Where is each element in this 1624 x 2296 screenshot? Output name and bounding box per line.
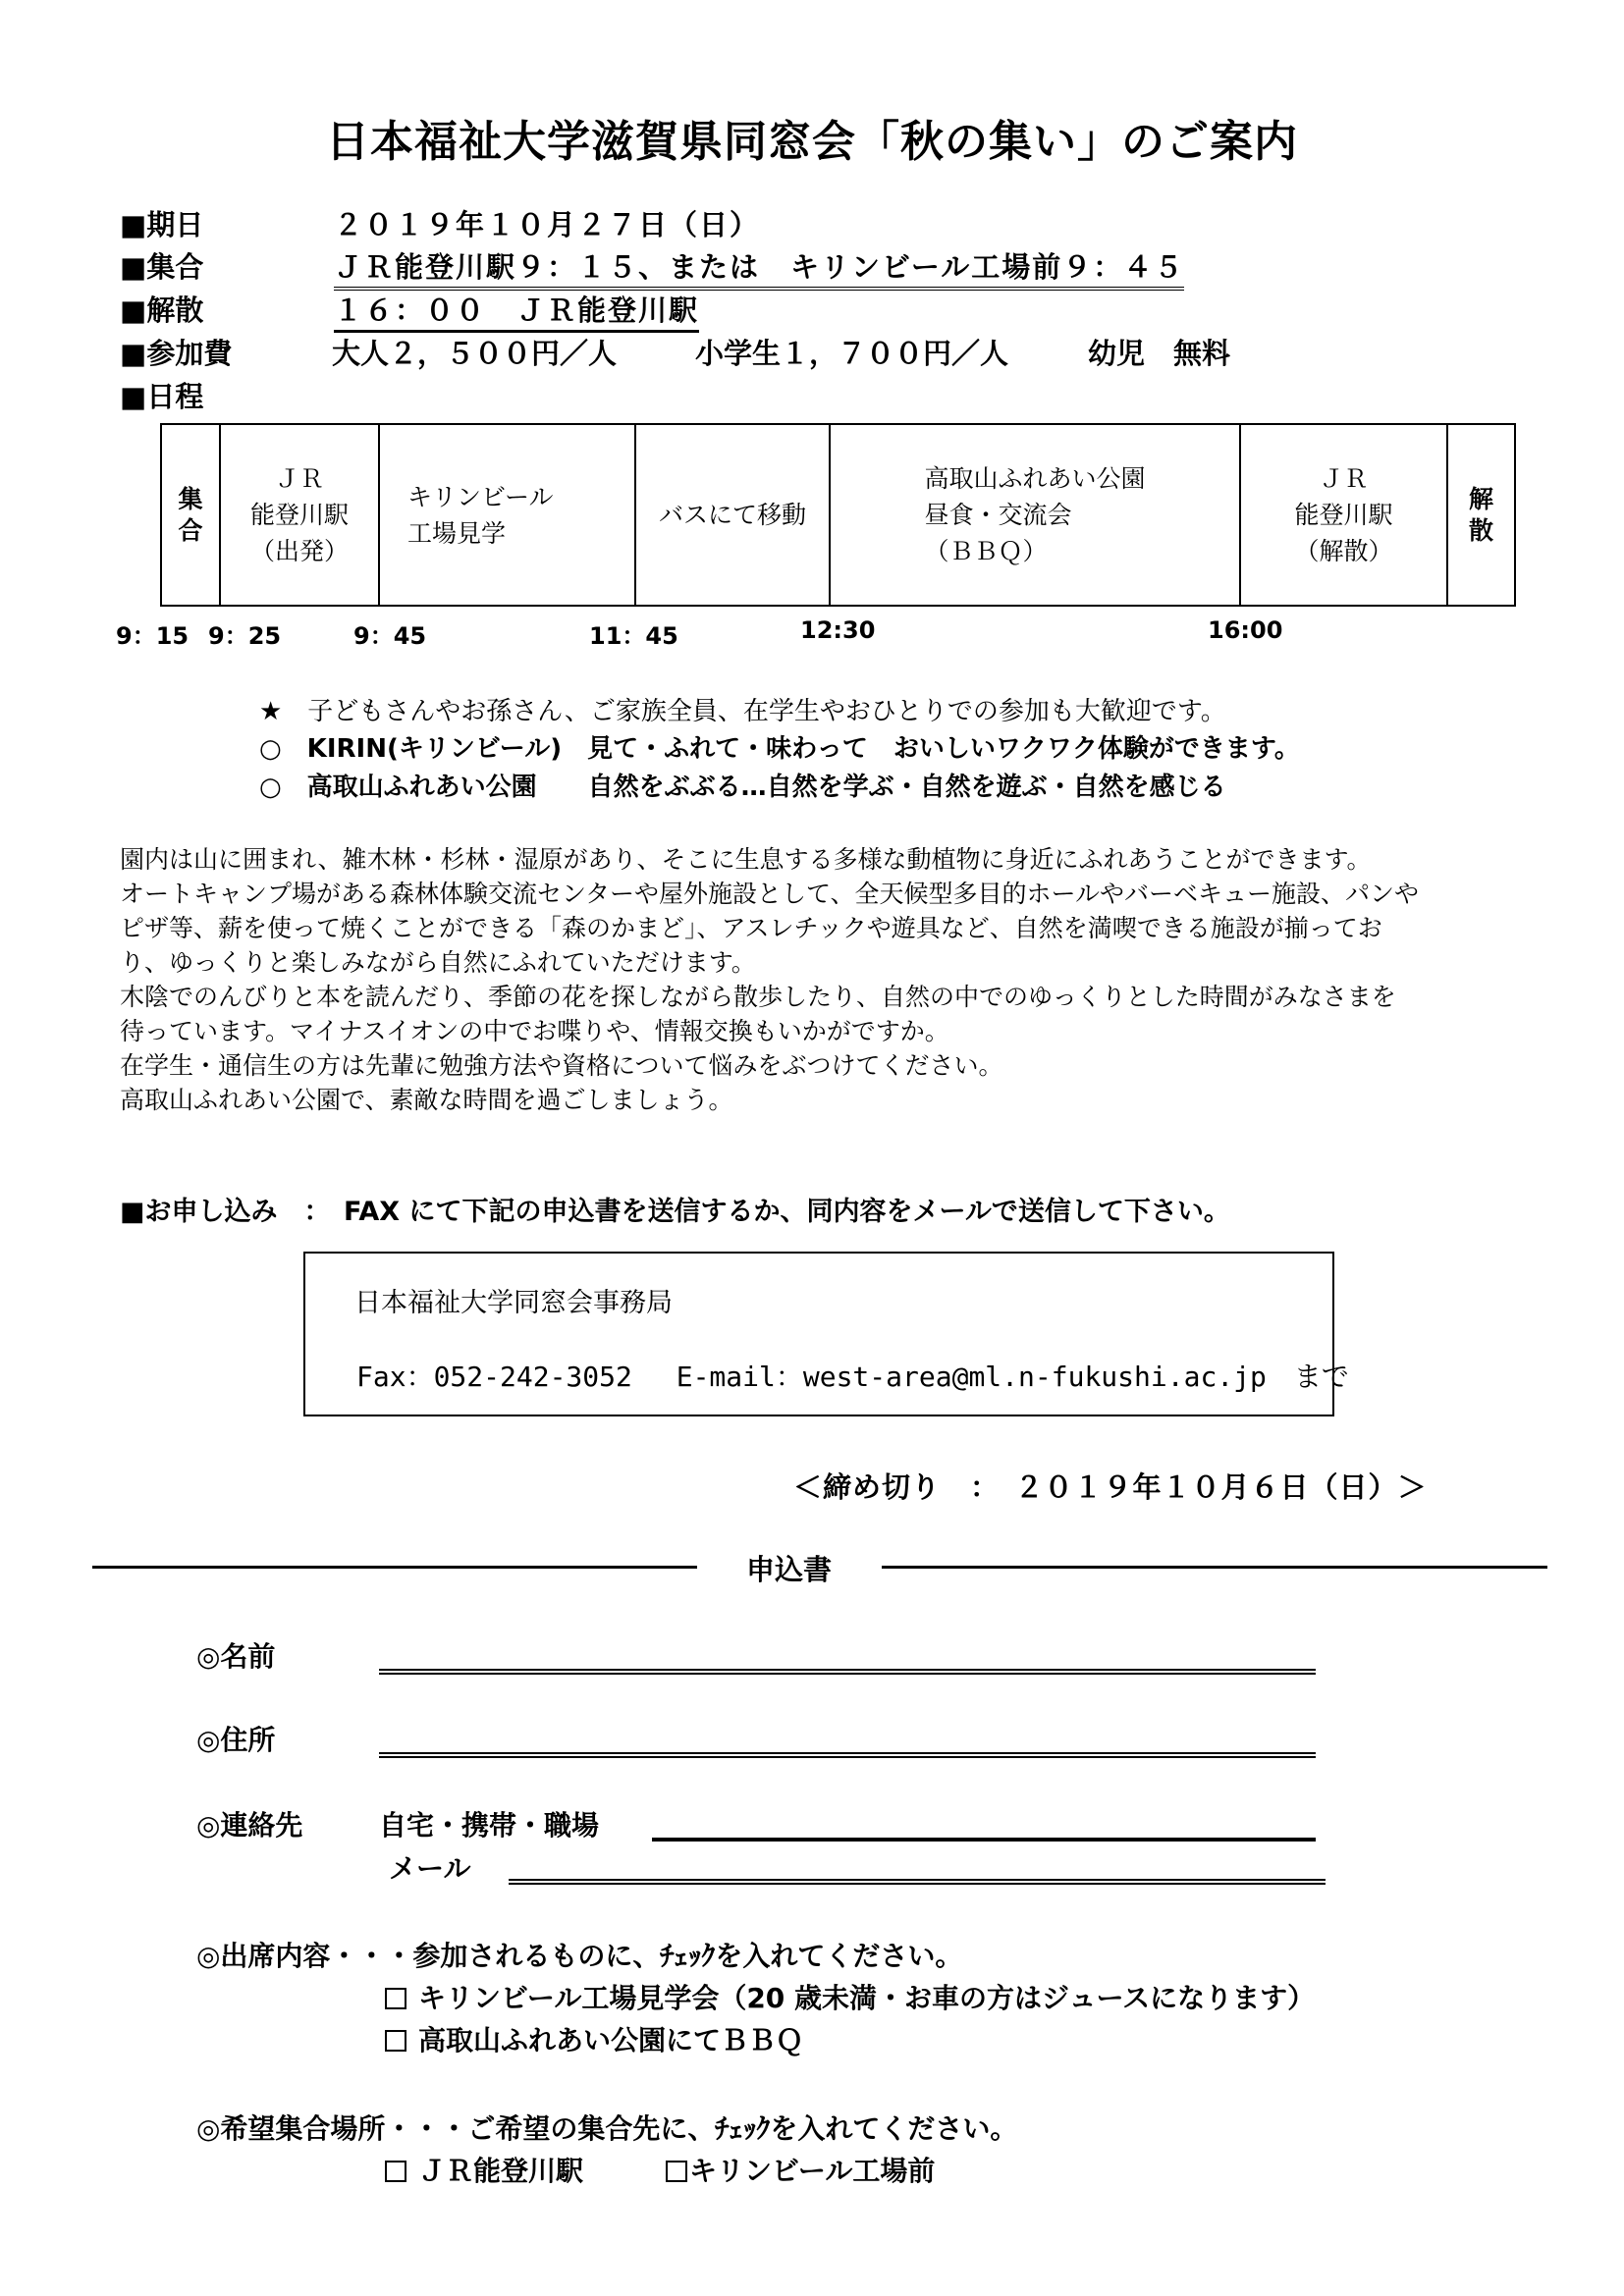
fee-infant: 幼児 無料 xyxy=(1088,337,1231,370)
description-line: オートキャンプ場がある森林体験交流センターや屋外施設として、全天候型多目的ホールやバーベキュー施設、パンや xyxy=(120,880,1420,908)
attendance-option-kirin[interactable] xyxy=(385,1977,1315,2016)
schedule-arrive-line: 能登川駅 xyxy=(1294,501,1393,529)
name-label: ◎名前 xyxy=(196,1640,276,1673)
description-line: ピザ等、薪を使って焼くことができる「森のかまど」、アスレチックや遊具など、自然を満喫できる施設が揃ってお xyxy=(120,914,1382,942)
fee-adult: 大人２，５００円／人 xyxy=(332,337,618,370)
apply-heading: ■お申し込み ： FAX にて下記の申込書を送信するか、同内容をメールで送信して下さい。 xyxy=(120,1197,1230,1227)
schedule-time: 11：45 xyxy=(589,622,678,650)
schedule-park-line: （ＢＢＱ） xyxy=(924,537,1048,565)
schedule-start-char: 集 xyxy=(178,484,203,513)
date-value: ２０１９年１０月２７日（日） xyxy=(334,208,761,241)
meeting-label: ◎希望集合場所・・・ご希望の集合先に、ﾁｪｯｸを入れてください。 xyxy=(196,2112,1018,2145)
schedule-start-char: 合 xyxy=(178,515,203,545)
dismiss-value: １６：００ ＪＲ能登川駅 xyxy=(334,289,699,333)
contact-box xyxy=(303,1252,1349,1416)
schedule-label: ■日程 xyxy=(120,380,204,413)
schedule-cell-arrive xyxy=(1239,425,1446,605)
checkbox-icon[interactable] xyxy=(385,2161,406,2182)
form-divider-left xyxy=(92,1566,697,1569)
checkbox-icon[interactable] xyxy=(666,2161,687,2182)
schedule-arrive-line: ＪＲ xyxy=(1319,464,1369,493)
schedule-park-line: 昼食・交流会 xyxy=(924,501,1072,529)
bullet-welcome: ★ 子どもさんやお孫さん、ご家族全員、在学生やおひとりでの参加も大歓迎です。 xyxy=(259,697,1226,726)
schedule-time: 9：15 xyxy=(116,622,189,650)
meeting-option-kirin[interactable] xyxy=(666,2150,935,2189)
schedule-cell-depart xyxy=(219,425,378,605)
attendance-label: ◎出席内容・・・参加されるものに、ﾁｪｯｸを入れてください。 xyxy=(196,1940,963,1972)
office-name: 日本福祉大学同窓会事務局 xyxy=(354,1288,673,1318)
fee-label: ■参加費 xyxy=(120,337,233,370)
checkbox-icon[interactable] xyxy=(385,2030,406,2052)
attendance-option-label: 高取山ふれあい公園にてＢＢＱ xyxy=(418,2024,804,2056)
schedule-cell-start xyxy=(162,425,219,605)
meet-label: ■集合 xyxy=(120,250,204,284)
schedule-depart-line: （出発） xyxy=(249,537,349,565)
meet-value: ＪＲ能登川駅９：１５、または キリンビール工場前９：４５ xyxy=(334,245,1184,291)
date-label: ■期日 xyxy=(120,208,204,241)
meeting-option-label: ＪＲ能登川駅 xyxy=(418,2155,584,2187)
phone-field[interactable] xyxy=(652,1838,1316,1842)
fee-child: 小学生１，７００円／人 xyxy=(695,337,1009,370)
mail-field[interactable] xyxy=(509,1879,1326,1885)
address-field[interactable] xyxy=(379,1752,1316,1758)
deadline: ＜締め切り ： ２０１９年１０月６日（日）＞ xyxy=(793,1470,1428,1504)
bullet-kirin: ○ KIRIN(キリンビール) 見て・ふれて・味わって おいしいワクワク体験ができます。 xyxy=(259,734,1300,764)
schedule-arrive-line: （解散） xyxy=(1294,537,1393,565)
schedule-cell-park xyxy=(829,425,1239,605)
description-line: 在学生・通信生の方は先輩に勉強方法や資格について悩みをぶつけてください。 xyxy=(120,1051,1003,1080)
phone-label: 自宅・携帯・職場 xyxy=(379,1809,600,1842)
park-description xyxy=(120,842,1514,1117)
page-title: 日本福祉大学滋賀県同窓会「秋の集い」のご案内 xyxy=(326,117,1298,167)
schedule-table xyxy=(160,423,1516,607)
schedule-end-char: 解 xyxy=(1468,484,1493,513)
schedule-end-char: 散 xyxy=(1468,515,1493,545)
schedule-time: 9：45 xyxy=(353,622,427,650)
form-divider-right xyxy=(882,1566,1547,1569)
schedule-time: 9：25 xyxy=(208,622,282,650)
attendance-option-label: キリンビール工場見学会（20 歳未満・お車の方はジュースになります） xyxy=(418,1982,1316,2014)
form-heading: 申込書 xyxy=(746,1553,833,1586)
schedule-cell-end xyxy=(1446,425,1514,605)
schedule-time: 12:30 xyxy=(800,616,876,644)
schedule-kirin-line: 工場見学 xyxy=(407,518,507,548)
description-line: 待っています。マイナスイオンの中でお喋りや、情報交換もいかがですか。 xyxy=(120,1017,949,1045)
description-line: 園内は山に囲まれ、雑木林・杉林・湿原があり、そこに生息する多様な動植物に身近にふれあうことができます。 xyxy=(120,845,1372,874)
schedule-time: 16:00 xyxy=(1208,616,1283,644)
description-line: 高取山ふれあい公園で、素敵な時間を過ごしましょう。 xyxy=(120,1086,733,1114)
attendance-option-bbq[interactable] xyxy=(385,2019,803,2058)
bullet-park: ○ 高取山ふれあい公園 自然をぶぶる…自然を学ぶ・自然を遊ぶ・自然を感じる xyxy=(259,773,1226,802)
contact-label: ◎連絡先 xyxy=(196,1809,303,1842)
meeting-option-station[interactable] xyxy=(385,2150,583,2189)
meeting-option-label: キリンビール工場前 xyxy=(689,2155,936,2187)
description-line: 木陰でのんびりと本を読んだり、季節の花を探しながら散歩したり、自然の中でのゆっくりとした時間がみなさまを xyxy=(120,983,1396,1011)
schedule-kirin-line: キリンビール xyxy=(407,482,554,511)
schedule-bus-text: バスにて移動 xyxy=(658,501,806,529)
schedule-depart-line: 能登川駅 xyxy=(249,501,349,529)
schedule-cell-kirin xyxy=(378,425,634,605)
schedule-park-line: 高取山ふれあい公園 xyxy=(924,464,1146,493)
address-label: ◎住所 xyxy=(196,1724,276,1756)
contact-info: Fax：052-242-3052 E-mail：west-area@ml.n-fukushi.ac.jp まで xyxy=(356,1361,1349,1393)
mail-label: メール xyxy=(389,1852,471,1885)
schedule-cell-bus xyxy=(634,425,829,605)
description-line: り、ゆっくりと楽しみながら自然にふれていただけます。 xyxy=(120,948,756,977)
dismiss-label: ■解散 xyxy=(120,294,204,327)
checkbox-icon[interactable] xyxy=(385,1988,406,2009)
schedule-depart-line: ＪＲ xyxy=(274,464,324,493)
name-field[interactable] xyxy=(379,1669,1316,1675)
